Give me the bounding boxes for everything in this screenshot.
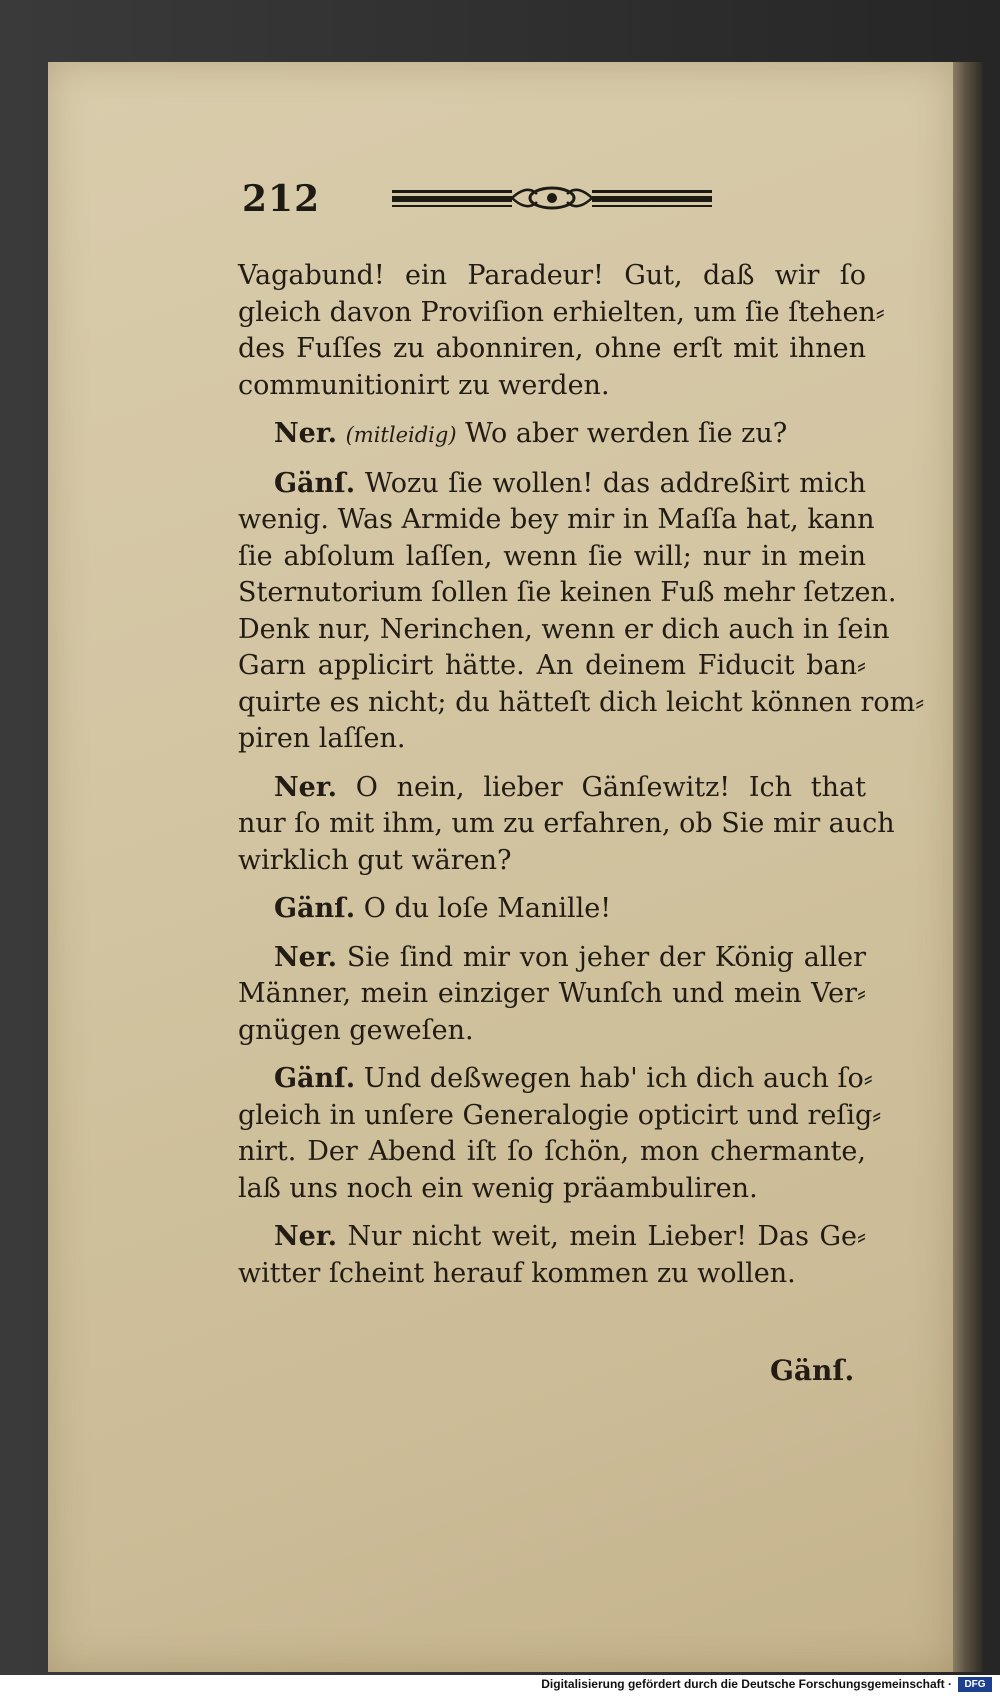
- page-text: [238, 258, 925, 1304]
- speaker-name: Gänſ.: [274, 467, 356, 499]
- text-line: [238, 685, 925, 722]
- text-line: [238, 258, 866, 295]
- text-line: [238, 575, 897, 612]
- paragraph: [238, 1061, 882, 1207]
- text-line: [238, 1256, 866, 1293]
- line-text: Nur nicht weit, mein Lieber! Das Ge⸗: [347, 1221, 866, 1252]
- line-text: des Fuſſes zu abonniren, ohne erſt mit ihnen: [238, 333, 866, 364]
- text-line: [238, 466, 866, 503]
- text-line: [238, 806, 895, 843]
- catchword: Gänſ.: [770, 1354, 855, 1387]
- text-line: [238, 1219, 866, 1256]
- text-line: [238, 612, 890, 649]
- line-text: quirte es nicht; du hätteſt dich leicht können rom⸗: [238, 686, 925, 718]
- line-text: gleich in unſere Generalogie opticirt und reſig⸗: [238, 1099, 882, 1131]
- line-text: Garn applicirt hätte. An deinem Fiducit ban⸗: [238, 650, 866, 681]
- text-line: [238, 368, 866, 405]
- line-text: Sie ſind mir von jeher der König aller: [346, 941, 866, 973]
- line-text: laß uns noch ein wenig präambuliren.: [238, 1172, 758, 1204]
- text-line: [238, 1061, 873, 1098]
- speaker-name: Ner.: [274, 771, 338, 803]
- text-line: [238, 770, 866, 807]
- paragraph: [238, 1219, 866, 1292]
- text-line: [238, 721, 866, 758]
- line-text: Wozu ſie wollen! das addreßirt mich: [364, 467, 867, 499]
- line-text: gleich davon Proviſion erhielten, um ſie ſtehen⸗: [238, 296, 885, 328]
- book-spine: [953, 62, 983, 1672]
- text-line: [238, 891, 866, 928]
- line-text: Wo aber werden ſie zu?: [465, 418, 788, 449]
- line-text: witter ſcheint herauf kommen zu wollen.: [238, 1257, 796, 1289]
- dfg-logo: DFG: [958, 1677, 992, 1692]
- text-line: [238, 940, 866, 977]
- text-line: [238, 1098, 882, 1135]
- line-text: O du loſe Manille!: [363, 893, 612, 924]
- paragraph: [238, 258, 885, 404]
- text-line: [238, 416, 866, 454]
- text-line: [238, 539, 866, 576]
- line-text: Und deßwegen hab' ich dich auch ſo⸗: [363, 1063, 873, 1094]
- line-text: communitionirt zu werden.: [238, 369, 610, 401]
- text-line: [238, 295, 885, 332]
- line-text: piren laſſen.: [238, 723, 406, 754]
- line-text: O nein, lieber Gänſewitz! Ich that: [355, 771, 866, 803]
- text-line: [238, 1171, 866, 1208]
- line-text: Sternutorium ſollen ſie keinen Fuß mehr ſetzen.: [238, 577, 897, 608]
- paragraph: [238, 940, 866, 1050]
- header-ornament-icon: [392, 178, 712, 218]
- stage-direction: (mitleidig): [345, 423, 457, 447]
- line-text: gnügen geweſen.: [238, 1014, 474, 1046]
- paragraph: [238, 416, 866, 454]
- footer-credit: Digitalisierung gefördert durch die Deutsche Forschungsgemeinschaft ·: [541, 1677, 952, 1691]
- text-line: [238, 1134, 866, 1171]
- text-line: [238, 976, 866, 1013]
- line-text: Vagabund! ein Paradeur! Gut, daß wir ſo: [238, 260, 866, 291]
- page-number: 212: [242, 178, 321, 220]
- line-text: ſie abſolum laſſen, wenn ſie will; nur in mein: [238, 540, 866, 572]
- line-text: wenig. Was Armide bey mir in Maſſa hat, kann: [238, 504, 875, 535]
- line-text: nirt. Der Abend iſt ſo ſchön, mon chermante,: [238, 1136, 866, 1167]
- text-line: [238, 648, 866, 685]
- text-line: [238, 502, 875, 539]
- speaker-name: Gänſ.: [274, 893, 356, 924]
- text-line: [238, 843, 866, 880]
- paragraph: [238, 770, 895, 880]
- speaker-name: Gänſ.: [274, 1063, 356, 1094]
- line-text: Männer, mein einziger Wunſch und mein Ver⸗: [238, 978, 866, 1009]
- footer-bar: [0, 1675, 1000, 1696]
- line-text: wirklich gut wären?: [238, 844, 512, 876]
- paragraph: [238, 891, 866, 928]
- speaker-name: Ner.: [274, 418, 338, 449]
- line-text: Denk nur, Nerinchen, wenn er dich auch in ſein: [238, 613, 890, 645]
- text-line: [238, 331, 866, 368]
- text-line: [238, 1013, 866, 1050]
- speaker-name: Ner.: [274, 941, 338, 973]
- paragraph: [238, 466, 925, 758]
- speaker-name: Ner.: [274, 1221, 338, 1252]
- line-text: nur ſo mit ihm, um zu erfahren, ob Sie mir auch: [238, 808, 895, 839]
